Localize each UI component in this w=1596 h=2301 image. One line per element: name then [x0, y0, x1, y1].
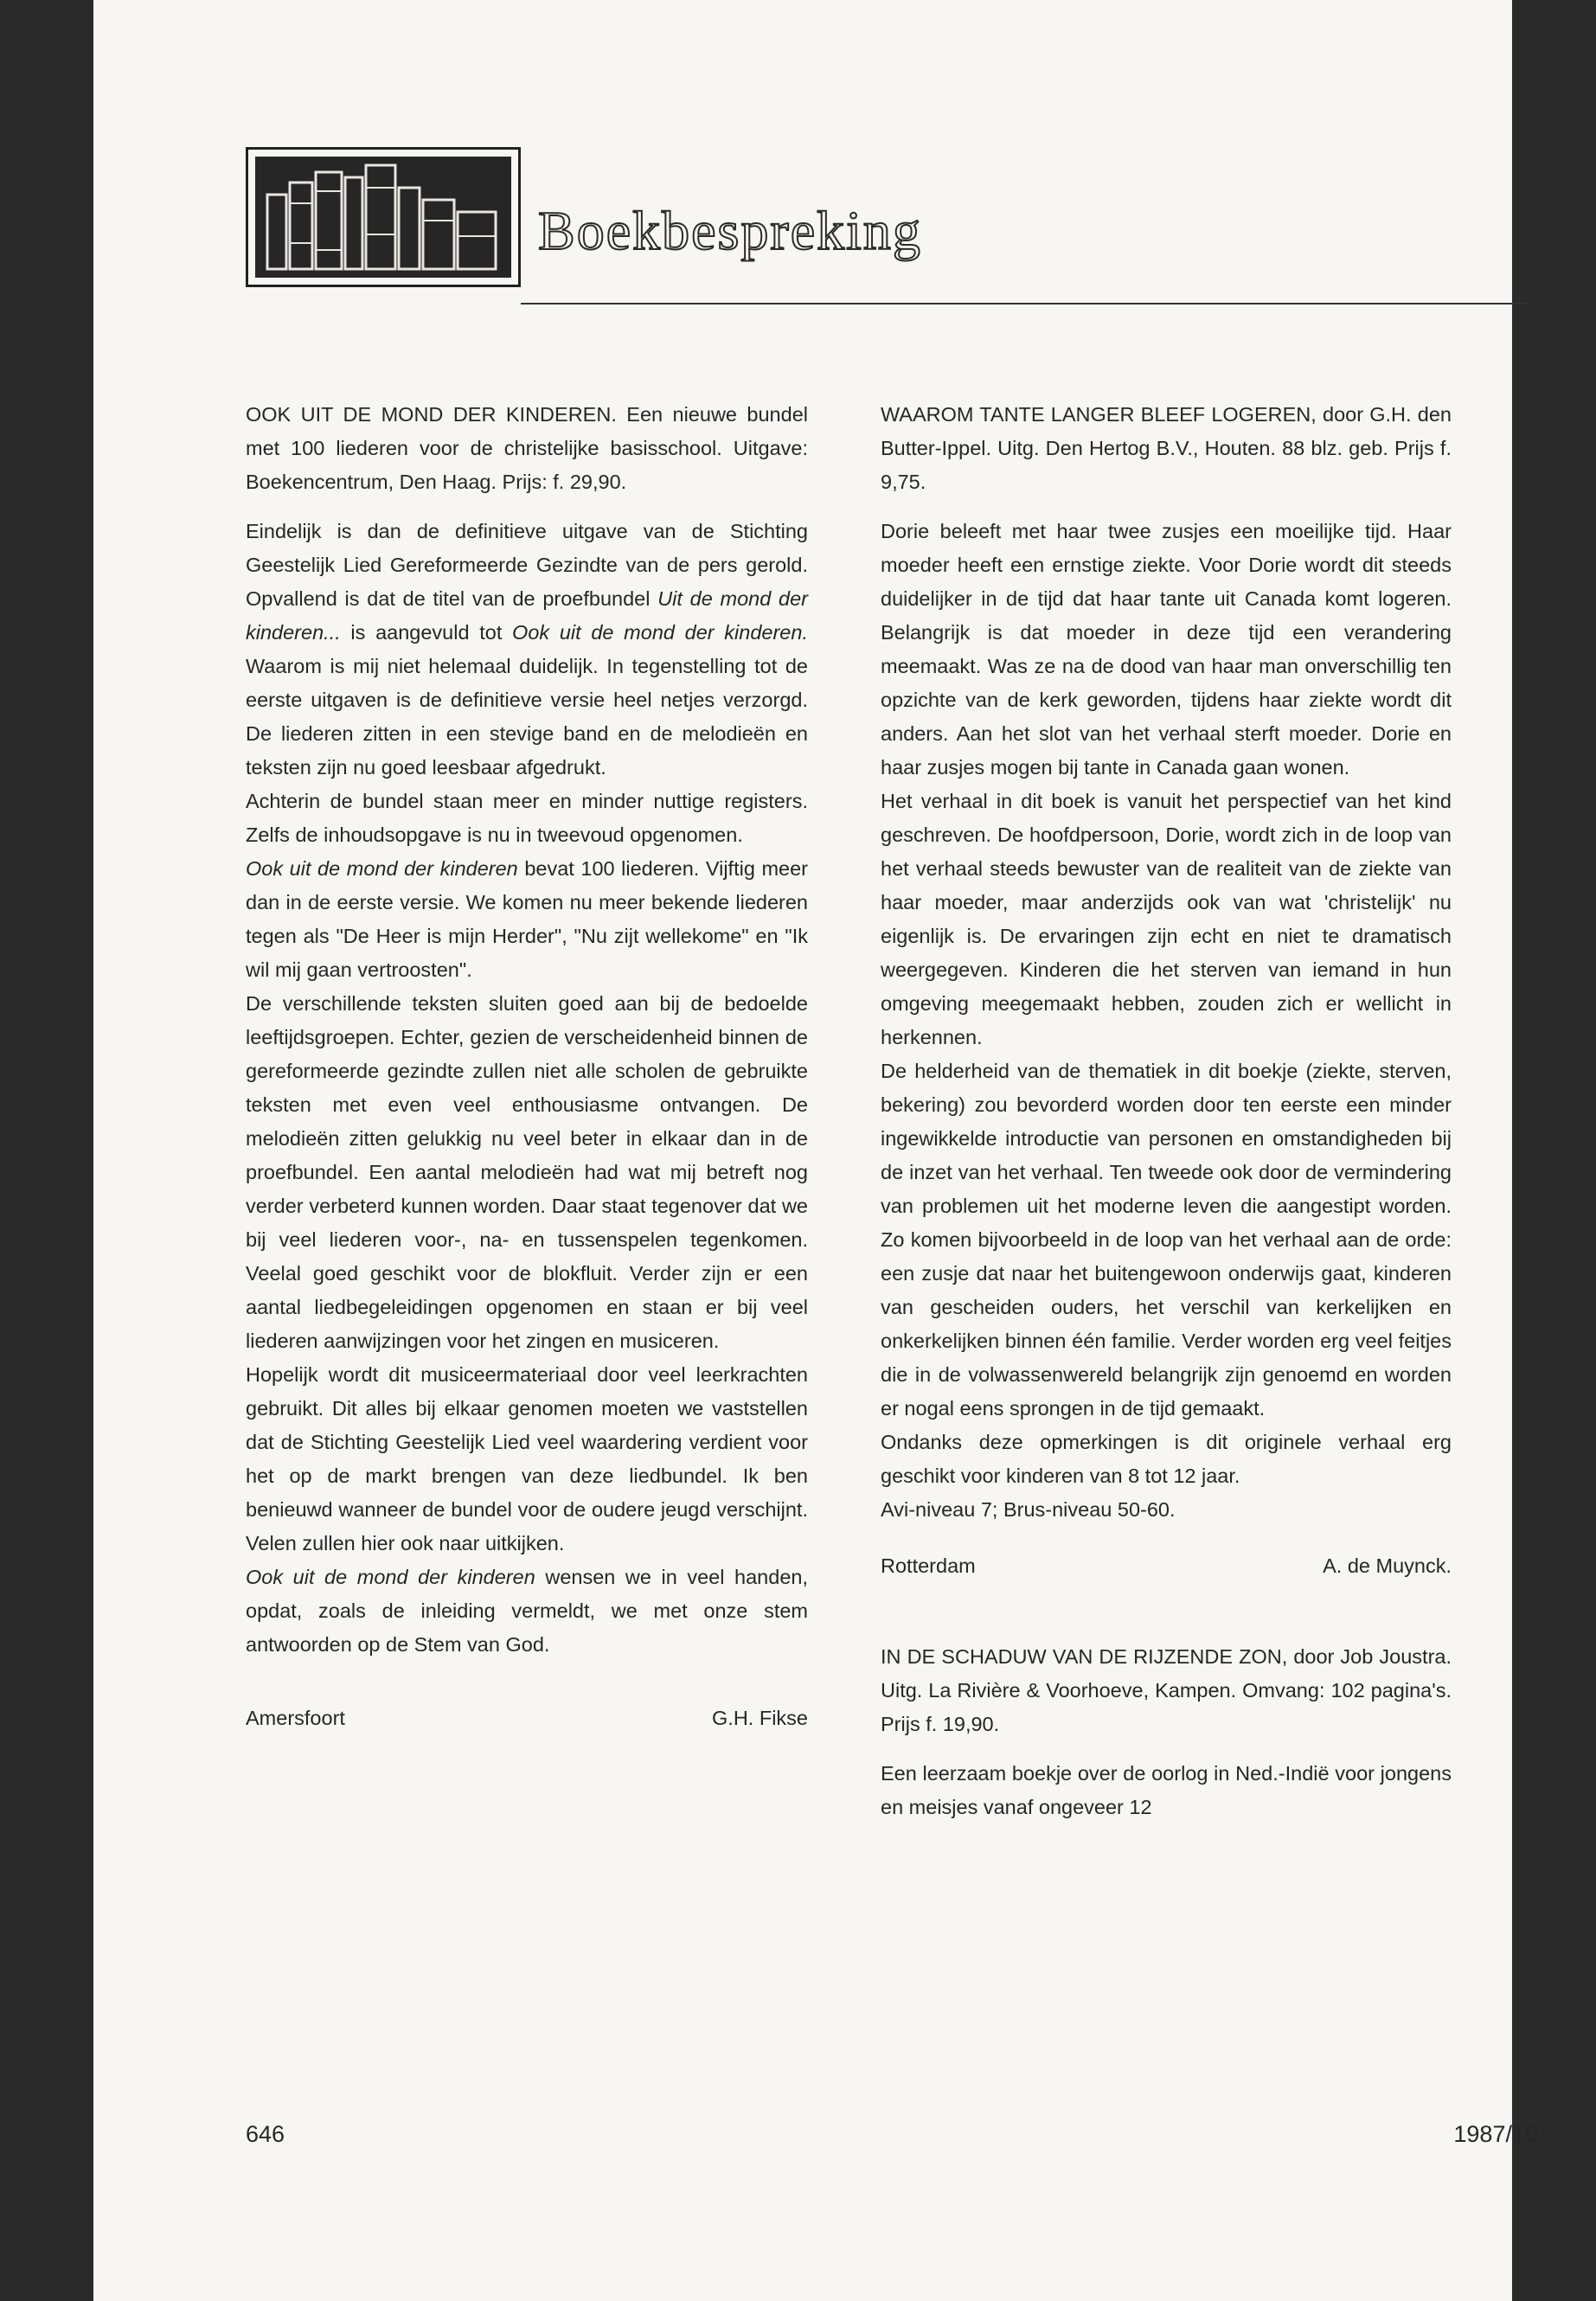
page-number: 646 — [246, 2121, 285, 2147]
review-1-paragraph-4: De verschillende teksten sluiten goed aan bij de bedoelde leeftijdsgroepen. Echter, gezien de verscheidenheid binnen de gereformeerde gezindte zullen niet alle scholen de gebruikte teksten met even veel enthousiasme ontvangen. De melodieën zitten gelukkig nu veel beter in elkaar dan in de proefbundel. Een aantal melodieën had wat mij betreft nog verder verbeterd kunnen worden. Daar staat tegenover dat we bij veel liederen voor-, na- en tussenspelen tegenkomen. Veelal goed geschikt voor de blokfluit. Verder zijn er een aantal liedbegeleidingen opgenomen en staan er bij veel liederen aanwijzingen voor het zingen en musiceren. — [246, 992, 808, 1352]
bookshelf-logo-icon — [246, 147, 521, 287]
page — [93, 0, 1538, 2301]
review-2-paragraph-2: Het verhaal in dit boek is vanuit het perspectief van het kind geschreven. De hoofdpersoon, Dorie, wordt zich in de loop van het verhaal steeds bewuster van de realiteit van de ziekte van haar moeder, maar anderzijds ook van wat 'christelijk' nu eigenlijk is. De ervaringen zijn echt en niet te dramatisch weergegeven. Kinderen die het sterven van iemand in hun omgeving meegemaakt hebben, zouden zich er wellicht in herkennen. — [881, 790, 1452, 1048]
review-2-signature — [881, 1549, 1452, 1583]
review-heading-1: OOK UIT DE MOND DER KINDEREN. Een nieuwe bundel met 100 liederen voor de christelijke basisschool. Uitgave: Boekencentrum, Den Haag. Prijs: f. 29,90. — [246, 403, 808, 493]
review-2-paragraph-5: Avi-niveau 7; Brus-niveau 50-60. — [881, 1498, 1176, 1521]
review-heading-3: IN DE SCHADUW VAN DE RIJZENDE ZON, door Job Joustra. Uitg. La Rivière & Voorhoeve, Kampen. Omvang: 102 pagina's. Prijs f. 19,90. — [881, 1645, 1452, 1735]
review-1-paragraph-2: Achterin de bundel staan meer en minder nuttige registers. Zelfs de inhoudsopgave is nu in tweevoud opgenomen. — [246, 790, 808, 846]
review-2-paragraph-3: De helderheid van de thematiek in dit boekje (ziekte, sterven, bekering) zou bevorderd worden door ten eerste een minder ingewikkelde introductie van personen en omstandigheden bij de inzet van het verhaal. Ten tweede ook door de vermindering van problemen uit het moderne leven die aangestipt worden. Zo komen bijvoorbeeld in de loop van het verhaal aan de orde: een zusje dat naar het buitengewoon onderwijs gaat, kinderen van gescheiden ouders, het verschil van kerkelijken en onkerkelijken binnen één familie. Verder worden erg veel feitjes die in de volwassenwereld belangrijk zijn genoemd en worden er nogal eens sprongen in de tijd gemaakt. — [881, 1060, 1452, 1420]
section-header — [246, 147, 1526, 313]
issue-number: 1987/10 — [1453, 2121, 1538, 2147]
books-icon — [255, 157, 511, 278]
page-title: Boekbespreking — [538, 200, 922, 261]
review-1-author: G.H. Fikse — [712, 1707, 808, 1729]
review-2-paragraph-1: Dorie beleeft met haar twee zusjes een moeilijke tijd. Haar moeder heeft een ernstige ziekte. Voor Dorie wordt dit steeds duidelijker in de tijd dat haar tante uit Canada komt logeren. Belangrijk is dat moeder in deze tijd een verandering meemaakt. Was ze na de dood van haar man onverschillig ten opzichte van de kerk geworden, tijdens haar ziekte wordt dit anders. Aan het slot van het verhaal sterft moeder. Dorie en haar zusjes mogen bij tante in Canada gaan wonen. — [881, 520, 1452, 779]
review-2-paragraph-4: Ondanks deze opmerkingen is dit originele verhaal erg geschikt voor kinderen van 8 tot 12 jaar. — [881, 1431, 1452, 1487]
left-column — [246, 398, 808, 1735]
header-divider — [521, 303, 1526, 304]
review-heading-2: WAAROM TANTE LANGER BLEEF LOGEREN, door G.H. den Butter-Ippel. Uitg. Den Hertog B.V., Houten. 88 blz. geb. Prijs f. 9,75. — [881, 403, 1452, 493]
review-1-paragraph-1: Eindelijk is dan de definitieve uitgave van de Stichting Geestelijk Lied Gereformeerde Gezindte van de pers gerold. Opvallend is dat de titel van de proefbundel Uit de mond der kinderen... is aangevuld tot Ook uit de mond der kinderen. Waarom is mij niet helemaal duidelijk. In tegenstelling tot de eerste uitgaven is de definitieve versie heel netjes verzorgd. De liederen zitten in een stevige band en de melodieën en teksten zijn nu goed leesbaar afgedrukt. — [246, 520, 808, 779]
review-1-paragraph-3: Ook uit de mond der kinderen bevat 100 liederen. Vijftig meer dan in de eerste versie. We komen nu meer bekende liederen tegen als "De Heer is mijn Herder", "Nu zijt wellekome" en "Ik wil mij gaan vertroosten". — [246, 857, 808, 981]
review-2-place: Rotterdam — [881, 1554, 976, 1577]
review-1-paragraph-5: Hopelijk wordt dit musiceermateriaal door veel leerkrachten gebruikt. Dit alles bij elkaar genomen moeten we vaststellen dat de Stichting Geestelijk Lied veel waardering verdient voor het op de markt brengen van deze liedbundel. Ik ben benieuwd wanneer de bundel voor de oudere jeugd verschijnt. Velen zullen hier ook naar uitkijken. — [246, 1363, 808, 1554]
review-1-signature — [246, 1702, 808, 1735]
review-3-paragraph-1: Een leerzaam boekje over de oorlog in Ned.-Indië voor jongens en meisjes vanaf ongeveer 12 — [881, 1762, 1452, 1818]
review-2-author: A. de Muynck. — [1323, 1554, 1452, 1577]
review-1-place: Amersfoort — [246, 1707, 345, 1729]
right-column — [881, 398, 1452, 1824]
review-1-paragraph-6: Ook uit de mond der kinderen wensen we in veel handen, opdat, zoals de inleiding vermeldt, we met onze stem antwoorden op de Stem van God. — [246, 1566, 808, 1656]
